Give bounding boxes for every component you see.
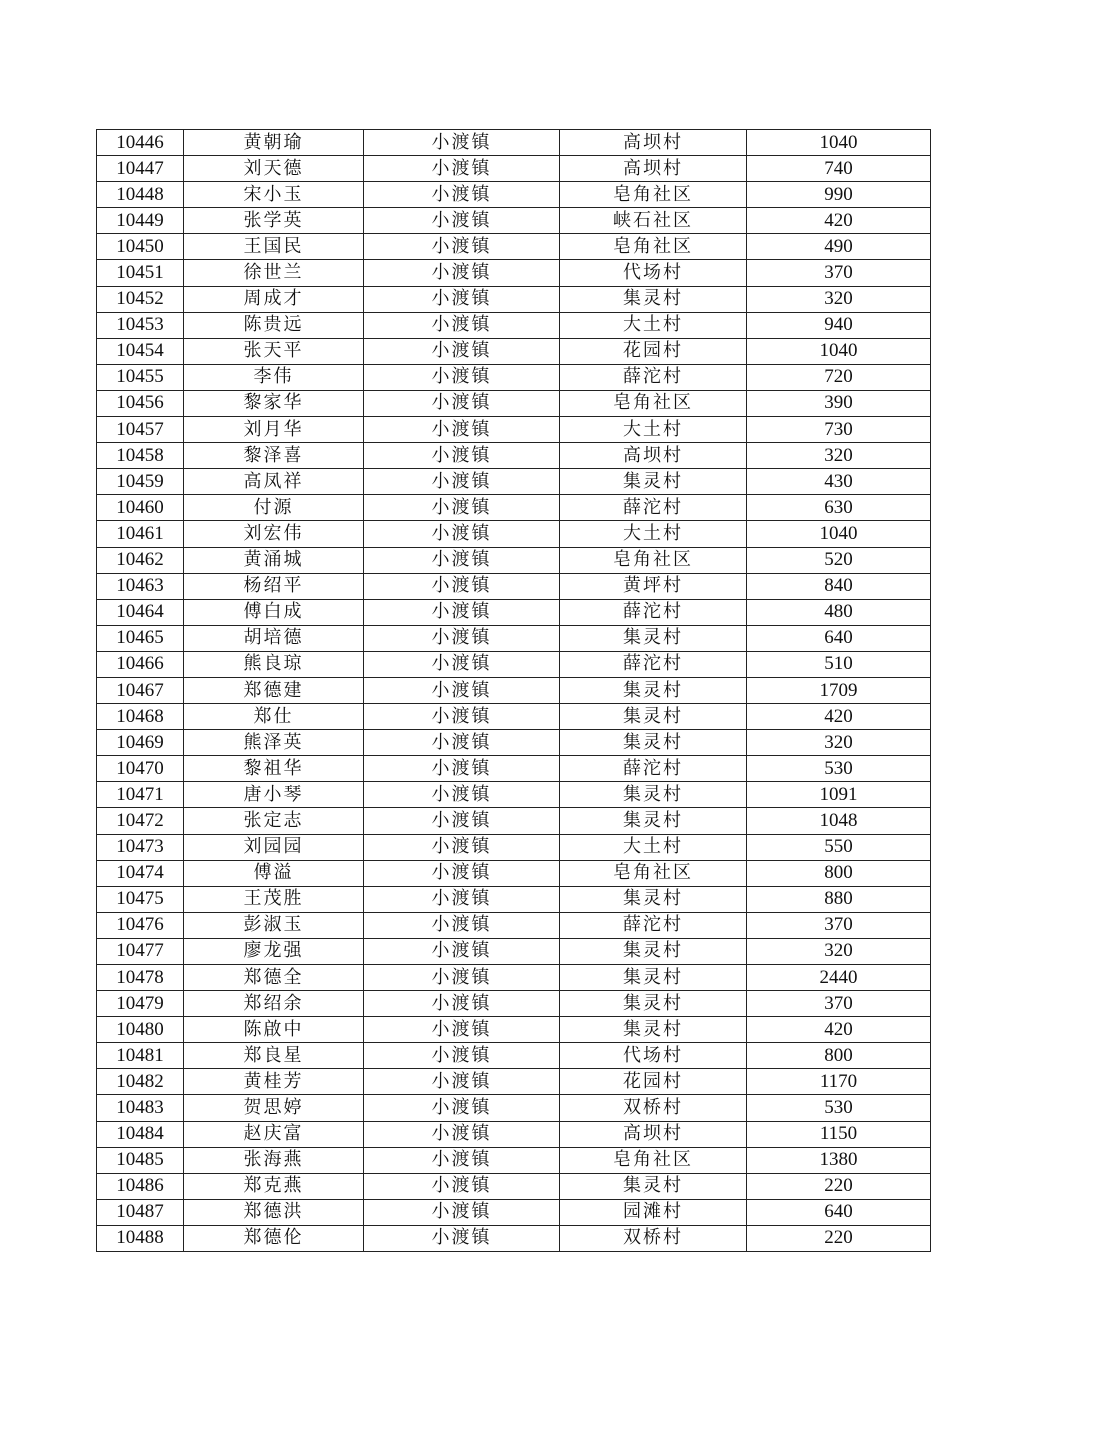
table-row <box>97 860 931 886</box>
cell-town: 小渡镇 <box>364 1225 560 1251</box>
cell-id: 10475 <box>97 886 184 912</box>
cell-town: 小渡镇 <box>364 364 560 390</box>
cell-amount: 430 <box>747 469 931 495</box>
cell-village: 大土村 <box>560 312 747 338</box>
table-row <box>97 286 931 312</box>
cell-village: 黄坪村 <box>560 573 747 599</box>
cell-village: 皂角社区 <box>560 547 747 573</box>
cell-id: 10465 <box>97 625 184 651</box>
cell-id: 10446 <box>97 130 184 156</box>
cell-id: 10473 <box>97 834 184 860</box>
cell-village: 集灵村 <box>560 730 747 756</box>
table-row <box>97 390 931 416</box>
cell-town: 小渡镇 <box>364 808 560 834</box>
cell-amount: 490 <box>747 234 931 260</box>
cell-town: 小渡镇 <box>364 208 560 234</box>
cell-amount: 840 <box>747 573 931 599</box>
cell-name: 郑德伦 <box>184 1225 364 1251</box>
cell-town: 小渡镇 <box>364 573 560 599</box>
cell-name: 刘天德 <box>184 156 364 182</box>
cell-amount: 1380 <box>747 1147 931 1173</box>
cell-amount: 420 <box>747 704 931 730</box>
table-row <box>97 991 931 1017</box>
cell-town: 小渡镇 <box>364 521 560 547</box>
table-row <box>97 156 931 182</box>
cell-village: 薛沱村 <box>560 756 747 782</box>
subsidy-table <box>96 129 931 1252</box>
cell-village: 双桥村 <box>560 1225 747 1251</box>
table-row <box>97 1121 931 1147</box>
cell-id: 10448 <box>97 182 184 208</box>
cell-town: 小渡镇 <box>364 886 560 912</box>
table-row <box>97 834 931 860</box>
table-row <box>97 521 931 547</box>
cell-id: 10455 <box>97 364 184 390</box>
cell-amount: 520 <box>747 547 931 573</box>
cell-name: 黄桂芳 <box>184 1069 364 1095</box>
cell-amount: 630 <box>747 495 931 521</box>
cell-village: 皂角社区 <box>560 1147 747 1173</box>
cell-town: 小渡镇 <box>364 1199 560 1225</box>
cell-amount: 1170 <box>747 1069 931 1095</box>
cell-amount: 800 <box>747 860 931 886</box>
cell-name: 杨绍平 <box>184 573 364 599</box>
cell-amount: 1040 <box>747 338 931 364</box>
table-row <box>97 651 931 677</box>
cell-name: 周成才 <box>184 286 364 312</box>
cell-name: 徐世兰 <box>184 260 364 286</box>
cell-name: 郑德全 <box>184 965 364 991</box>
cell-id: 10450 <box>97 234 184 260</box>
cell-village: 高坝村 <box>560 156 747 182</box>
cell-id: 10459 <box>97 469 184 495</box>
cell-village: 薛沱村 <box>560 364 747 390</box>
table-row <box>97 417 931 443</box>
table-row <box>97 730 931 756</box>
cell-name: 贺思婷 <box>184 1095 364 1121</box>
table-row <box>97 182 931 208</box>
cell-name: 胡培德 <box>184 625 364 651</box>
table-row <box>97 1147 931 1173</box>
cell-village: 集灵村 <box>560 991 747 1017</box>
cell-name: 郑绍余 <box>184 991 364 1017</box>
cell-amount: 880 <box>747 886 931 912</box>
table-row <box>97 260 931 286</box>
cell-name: 傅白成 <box>184 599 364 625</box>
cell-village: 大土村 <box>560 834 747 860</box>
cell-id: 10467 <box>97 677 184 703</box>
cell-name: 黎家华 <box>184 390 364 416</box>
cell-village: 高坝村 <box>560 443 747 469</box>
cell-town: 小渡镇 <box>364 156 560 182</box>
cell-amount: 320 <box>747 443 931 469</box>
table-row <box>97 677 931 703</box>
cell-id: 10488 <box>97 1225 184 1251</box>
cell-village: 集灵村 <box>560 808 747 834</box>
cell-id: 10481 <box>97 1043 184 1069</box>
cell-amount: 990 <box>747 182 931 208</box>
cell-id: 10457 <box>97 417 184 443</box>
cell-id: 10464 <box>97 599 184 625</box>
cell-name: 张天平 <box>184 338 364 364</box>
cell-name: 陈啟中 <box>184 1017 364 1043</box>
cell-name: 黄涌城 <box>184 547 364 573</box>
cell-town: 小渡镇 <box>364 1147 560 1173</box>
cell-id: 10468 <box>97 704 184 730</box>
cell-town: 小渡镇 <box>364 495 560 521</box>
cell-amount: 530 <box>747 1095 931 1121</box>
cell-amount: 730 <box>747 417 931 443</box>
cell-id: 10461 <box>97 521 184 547</box>
cell-village: 高坝村 <box>560 1121 747 1147</box>
cell-amount: 1040 <box>747 521 931 547</box>
cell-name: 熊良琼 <box>184 651 364 677</box>
cell-village: 集灵村 <box>560 782 747 808</box>
cell-village: 集灵村 <box>560 704 747 730</box>
table-row <box>97 808 931 834</box>
cell-town: 小渡镇 <box>364 1095 560 1121</box>
cell-village: 集灵村 <box>560 469 747 495</box>
cell-village: 皂角社区 <box>560 390 747 416</box>
table-row <box>97 495 931 521</box>
cell-name: 郑德建 <box>184 677 364 703</box>
cell-name: 廖龙强 <box>184 938 364 964</box>
cell-amount: 640 <box>747 625 931 651</box>
cell-village: 薛沱村 <box>560 599 747 625</box>
cell-town: 小渡镇 <box>364 547 560 573</box>
cell-name: 张定志 <box>184 808 364 834</box>
cell-amount: 370 <box>747 912 931 938</box>
cell-name: 黎祖华 <box>184 756 364 782</box>
cell-village: 皂角社区 <box>560 234 747 260</box>
cell-id: 10454 <box>97 338 184 364</box>
table-row <box>97 782 931 808</box>
table-row <box>97 1199 931 1225</box>
cell-town: 小渡镇 <box>364 756 560 782</box>
cell-id: 10476 <box>97 912 184 938</box>
cell-town: 小渡镇 <box>364 1069 560 1095</box>
cell-id: 10460 <box>97 495 184 521</box>
cell-amount: 720 <box>747 364 931 390</box>
cell-id: 10477 <box>97 938 184 964</box>
cell-amount: 320 <box>747 286 931 312</box>
cell-amount: 370 <box>747 260 931 286</box>
cell-id: 10485 <box>97 1147 184 1173</box>
cell-amount: 640 <box>747 1199 931 1225</box>
cell-village: 花园村 <box>560 338 747 364</box>
cell-village: 薛沱村 <box>560 495 747 521</box>
table-row <box>97 234 931 260</box>
table-row <box>97 912 931 938</box>
cell-name: 宋小玉 <box>184 182 364 208</box>
cell-name: 张学英 <box>184 208 364 234</box>
cell-name: 熊泽英 <box>184 730 364 756</box>
cell-id: 10471 <box>97 782 184 808</box>
cell-name: 陈贵远 <box>184 312 364 338</box>
cell-town: 小渡镇 <box>364 834 560 860</box>
cell-amount: 1091 <box>747 782 931 808</box>
cell-name: 彭淑玉 <box>184 912 364 938</box>
cell-id: 10480 <box>97 1017 184 1043</box>
cell-village: 峡石社区 <box>560 208 747 234</box>
cell-village: 代场村 <box>560 260 747 286</box>
cell-id: 10470 <box>97 756 184 782</box>
cell-name: 黎泽喜 <box>184 443 364 469</box>
table-body <box>97 130 931 1252</box>
cell-village: 双桥村 <box>560 1095 747 1121</box>
table-row <box>97 1069 931 1095</box>
cell-name: 王茂胜 <box>184 886 364 912</box>
cell-village: 花园村 <box>560 1069 747 1095</box>
cell-id: 10486 <box>97 1173 184 1199</box>
cell-id: 10482 <box>97 1069 184 1095</box>
cell-town: 小渡镇 <box>364 469 560 495</box>
cell-name: 郑克燕 <box>184 1173 364 1199</box>
cell-town: 小渡镇 <box>364 130 560 156</box>
table-row <box>97 547 931 573</box>
cell-village: 薛沱村 <box>560 651 747 677</box>
cell-id: 10452 <box>97 286 184 312</box>
cell-amount: 510 <box>747 651 931 677</box>
cell-town: 小渡镇 <box>364 1043 560 1069</box>
cell-town: 小渡镇 <box>364 234 560 260</box>
cell-village: 集灵村 <box>560 677 747 703</box>
cell-village: 大土村 <box>560 521 747 547</box>
cell-id: 10472 <box>97 808 184 834</box>
cell-id: 10453 <box>97 312 184 338</box>
cell-amount: 530 <box>747 756 931 782</box>
cell-village: 集灵村 <box>560 1173 747 1199</box>
table-row <box>97 1225 931 1251</box>
table-row <box>97 130 931 156</box>
cell-name: 郑仕 <box>184 704 364 730</box>
cell-amount: 220 <box>747 1225 931 1251</box>
cell-amount: 1048 <box>747 808 931 834</box>
cell-id: 10449 <box>97 208 184 234</box>
cell-name: 郑良星 <box>184 1043 364 1069</box>
table-row <box>97 599 931 625</box>
cell-amount: 220 <box>747 1173 931 1199</box>
table-row <box>97 338 931 364</box>
table-row <box>97 1017 931 1043</box>
cell-town: 小渡镇 <box>364 912 560 938</box>
cell-id: 10463 <box>97 573 184 599</box>
cell-amount: 940 <box>747 312 931 338</box>
cell-name: 高凤祥 <box>184 469 364 495</box>
cell-id: 10483 <box>97 1095 184 1121</box>
cell-village: 高坝村 <box>560 130 747 156</box>
table-row <box>97 312 931 338</box>
cell-amount: 1709 <box>747 677 931 703</box>
cell-amount: 2440 <box>747 965 931 991</box>
cell-id: 10447 <box>97 156 184 182</box>
cell-town: 小渡镇 <box>364 651 560 677</box>
cell-town: 小渡镇 <box>364 260 560 286</box>
cell-town: 小渡镇 <box>364 443 560 469</box>
cell-amount: 800 <box>747 1043 931 1069</box>
table-row <box>97 1043 931 1069</box>
cell-amount: 550 <box>747 834 931 860</box>
cell-town: 小渡镇 <box>364 782 560 808</box>
table-row <box>97 573 931 599</box>
cell-name: 李伟 <box>184 364 364 390</box>
cell-town: 小渡镇 <box>364 182 560 208</box>
cell-town: 小渡镇 <box>364 599 560 625</box>
cell-name: 王国民 <box>184 234 364 260</box>
cell-amount: 320 <box>747 730 931 756</box>
table-row <box>97 443 931 469</box>
cell-village: 代场村 <box>560 1043 747 1069</box>
cell-town: 小渡镇 <box>364 1121 560 1147</box>
cell-id: 10479 <box>97 991 184 1017</box>
table-row <box>97 364 931 390</box>
cell-village: 集灵村 <box>560 886 747 912</box>
cell-town: 小渡镇 <box>364 938 560 964</box>
table-row <box>97 965 931 991</box>
table-row <box>97 208 931 234</box>
cell-village: 集灵村 <box>560 938 747 964</box>
cell-town: 小渡镇 <box>364 390 560 416</box>
cell-id: 10462 <box>97 547 184 573</box>
table-row <box>97 756 931 782</box>
cell-name: 付源 <box>184 495 364 521</box>
cell-name: 黄朝瑜 <box>184 130 364 156</box>
cell-id: 10474 <box>97 860 184 886</box>
cell-amount: 390 <box>747 390 931 416</box>
cell-village: 集灵村 <box>560 965 747 991</box>
table-row <box>97 938 931 964</box>
cell-village: 薛沱村 <box>560 912 747 938</box>
cell-village: 集灵村 <box>560 625 747 651</box>
cell-town: 小渡镇 <box>364 312 560 338</box>
cell-amount: 420 <box>747 1017 931 1043</box>
cell-town: 小渡镇 <box>364 286 560 312</box>
cell-amount: 370 <box>747 991 931 1017</box>
cell-village: 皂角社区 <box>560 860 747 886</box>
cell-amount: 1040 <box>747 130 931 156</box>
cell-id: 10458 <box>97 443 184 469</box>
cell-town: 小渡镇 <box>364 860 560 886</box>
cell-name: 傅溢 <box>184 860 364 886</box>
cell-town: 小渡镇 <box>364 1017 560 1043</box>
cell-amount: 420 <box>747 208 931 234</box>
cell-town: 小渡镇 <box>364 338 560 364</box>
cell-id: 10478 <box>97 965 184 991</box>
cell-town: 小渡镇 <box>364 677 560 703</box>
cell-name: 刘宏伟 <box>184 521 364 547</box>
table-row <box>97 469 931 495</box>
cell-town: 小渡镇 <box>364 730 560 756</box>
table-row <box>97 1095 931 1121</box>
table-row <box>97 625 931 651</box>
cell-town: 小渡镇 <box>364 965 560 991</box>
cell-town: 小渡镇 <box>364 1173 560 1199</box>
cell-amount: 320 <box>747 938 931 964</box>
cell-village: 集灵村 <box>560 1017 747 1043</box>
cell-name: 张海燕 <box>184 1147 364 1173</box>
cell-id: 10451 <box>97 260 184 286</box>
cell-amount: 1150 <box>747 1121 931 1147</box>
cell-village: 集灵村 <box>560 286 747 312</box>
cell-id: 10456 <box>97 390 184 416</box>
cell-name: 刘月华 <box>184 417 364 443</box>
table-row <box>97 1173 931 1199</box>
cell-id: 10487 <box>97 1199 184 1225</box>
table-row <box>97 704 931 730</box>
cell-name: 郑德洪 <box>184 1199 364 1225</box>
cell-id: 10484 <box>97 1121 184 1147</box>
cell-name: 唐小琴 <box>184 782 364 808</box>
table-row <box>97 886 931 912</box>
cell-amount: 740 <box>747 156 931 182</box>
cell-village: 大土村 <box>560 417 747 443</box>
cell-name: 赵庆富 <box>184 1121 364 1147</box>
cell-id: 10466 <box>97 651 184 677</box>
cell-town: 小渡镇 <box>364 625 560 651</box>
cell-village: 园滩村 <box>560 1199 747 1225</box>
cell-amount: 480 <box>747 599 931 625</box>
cell-name: 刘园园 <box>184 834 364 860</box>
cell-id: 10469 <box>97 730 184 756</box>
cell-village: 皂角社区 <box>560 182 747 208</box>
cell-town: 小渡镇 <box>364 704 560 730</box>
cell-town: 小渡镇 <box>364 991 560 1017</box>
cell-town: 小渡镇 <box>364 417 560 443</box>
